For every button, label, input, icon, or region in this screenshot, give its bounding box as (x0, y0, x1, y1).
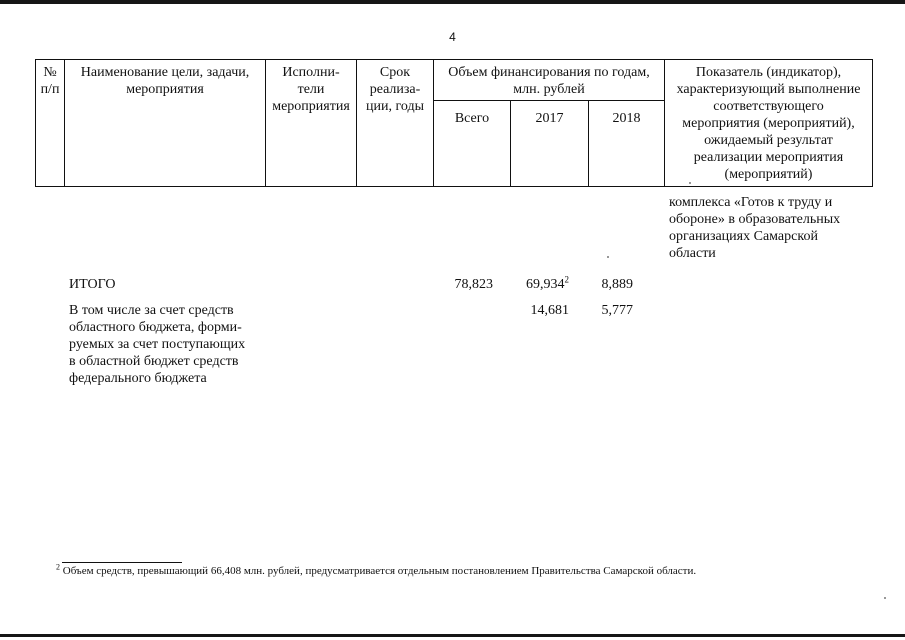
footnote (56, 562, 697, 578)
footnote-mark: 2 (564, 274, 569, 285)
scan-speck (607, 256, 609, 258)
total-row-2018: 8,889 (601, 277, 633, 292)
scan-speck (884, 597, 886, 599)
funding-subheader-divider (433, 100, 664, 101)
header-total: Всего (454, 111, 490, 126)
total-row-2017-value: 69,934 (526, 277, 565, 292)
page-number: 4 (449, 30, 456, 44)
total-row-label: ИТОГО (69, 277, 116, 292)
header-2017: 2017 (535, 111, 564, 126)
header-executors: Исполни- тели мероприятия (272, 65, 350, 114)
regional-row-2017: 14,681 (530, 303, 569, 318)
header-number: № п/п (40, 65, 60, 97)
header-indicator: Показатель (индикатор), характеризующий выполнение соответствующего мероприятия (мероприятий), ожидаемый результат реализации мероприятия (мероприятий) (676, 65, 861, 182)
indicator-continuation: комплекса «Готов к труду и обороне» в образовательных организациях Самарской области (669, 195, 841, 261)
regional-row-label: В том числе за счет средств областного бюджета, форми- руемых за счет поступающих в областной бюджет средств федерального бюджета (69, 303, 246, 386)
header-2018: 2018 (612, 111, 641, 126)
scan-top-border (0, 0, 905, 4)
scan-speck (689, 182, 691, 184)
footnote-separator (62, 562, 182, 563)
regional-row-2018: 5,777 (601, 303, 633, 318)
total-row-total: 78,823 (454, 277, 493, 292)
table-header (35, 59, 873, 187)
scan-bottom-border (0, 634, 905, 637)
footnote-number: 2 (56, 562, 60, 572)
footnote-text: Объем средств, превышающий 66,408 млн. рублей, предусматривается отдельным постановлением Правительства Самарской области. (60, 565, 697, 577)
header-term: Срок реализа- ции, годы (366, 65, 424, 114)
header-funding: Объем финансирования по годам, млн. рублей (448, 65, 650, 97)
total-row-2017 (505, 276, 569, 293)
header-name: Наименование цели, задачи, мероприятия (80, 65, 250, 97)
